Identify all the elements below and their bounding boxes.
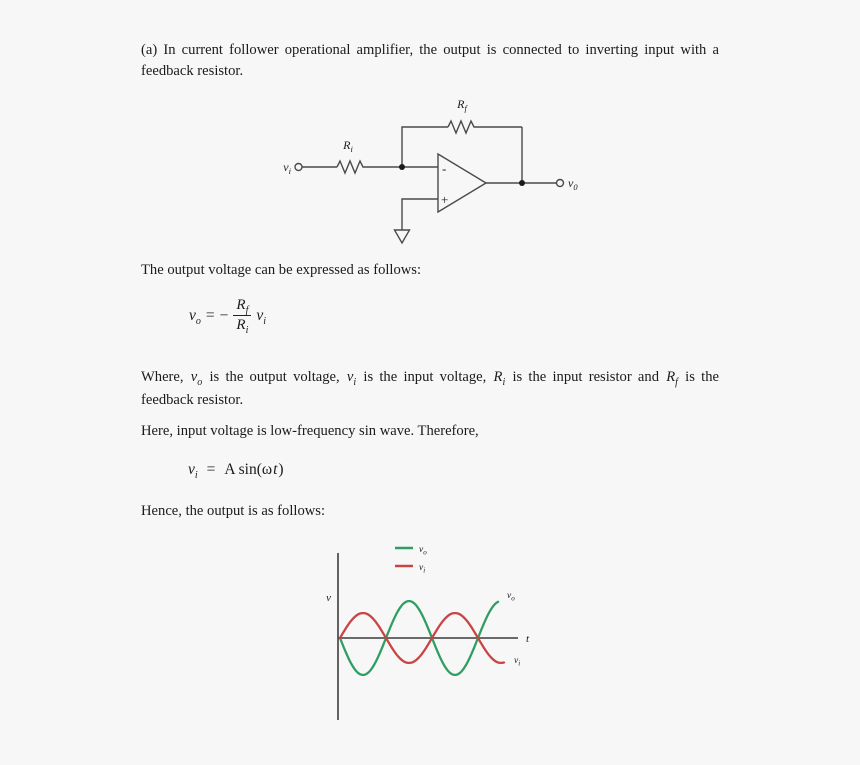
- circuit-diagram: [275, 92, 595, 250]
- feedback-resistor-label: $R_f$: [457, 97, 467, 113]
- symbol-vi: $v_i$: [346, 369, 357, 388]
- here-paragraph: Here, input voltage is low-frequency sin wave. Therefore,: [141, 423, 479, 439]
- equals-sign: =: [206, 461, 216, 478]
- symbol-vo: $v_o$: [190, 369, 203, 388]
- symbol-ri: $R_i$: [493, 369, 506, 388]
- legend-label-vo: $v_o$: [419, 545, 427, 557]
- input-resistor: [337, 161, 402, 173]
- gain-rhs: $v_i$: [256, 306, 267, 327]
- curve-end-label-vo: $v_o$: [507, 591, 515, 603]
- where-text: is the feedback resistor.: [141, 369, 719, 408]
- input-rhs: A sin(ωt): [224, 461, 284, 478]
- gain-formula: [189, 297, 266, 334]
- where-text: Where,: [141, 369, 190, 385]
- hence-paragraph: Hence, the output is as follows:: [141, 503, 326, 519]
- waveform-figure: [300, 537, 552, 725]
- t-axis-label: t: [526, 633, 530, 645]
- input-signal-formula: [188, 461, 284, 482]
- summing-node-dot: [399, 164, 405, 170]
- output-node-dot: [519, 180, 525, 186]
- noninverting-wire: [402, 199, 438, 230]
- input-resistor-label: $R_i$: [343, 138, 353, 154]
- noninverting-input-sign: +: [441, 192, 449, 207]
- legend: [395, 545, 427, 575]
- symbol-rf: $R_f$: [666, 369, 678, 388]
- curve-end-label-vi: $v_i$: [514, 656, 521, 668]
- fraction-denominator: $R_i$: [233, 315, 251, 334]
- v-axis-label: v: [326, 592, 331, 604]
- input-voltage-label: $v_i$: [283, 160, 291, 176]
- where-text: is the input resistor and: [506, 369, 666, 385]
- feedback-resistor: [448, 121, 522, 133]
- inverting-input-sign: -: [442, 161, 447, 176]
- legend-label-vi: $v_i$: [419, 563, 426, 575]
- output-terminal: [557, 180, 564, 187]
- where-paragraph: [141, 366, 719, 411]
- expressed-paragraph: The output voltage can be expressed as follows:: [141, 262, 422, 278]
- output-voltage-label: $v_0$: [568, 176, 578, 192]
- where-text: is the input voltage,: [357, 369, 493, 385]
- equals-sign: =: [205, 306, 215, 324]
- ground-symbol: [395, 230, 410, 243]
- resistor-ratio-fraction: [233, 297, 251, 334]
- where-text: is the output voltage,: [203, 369, 346, 385]
- minus-sign: −: [219, 306, 229, 324]
- fraction-numerator: $R_f$: [236, 297, 249, 316]
- intro-paragraph: (a) In current follower operational amplifier, the output is connected to inverting input with a feedback resistor.: [141, 42, 719, 79]
- input-lhs: $v_i$: [188, 461, 198, 482]
- gain-lhs: $v_o$: [189, 306, 201, 327]
- input-terminal: [295, 164, 302, 171]
